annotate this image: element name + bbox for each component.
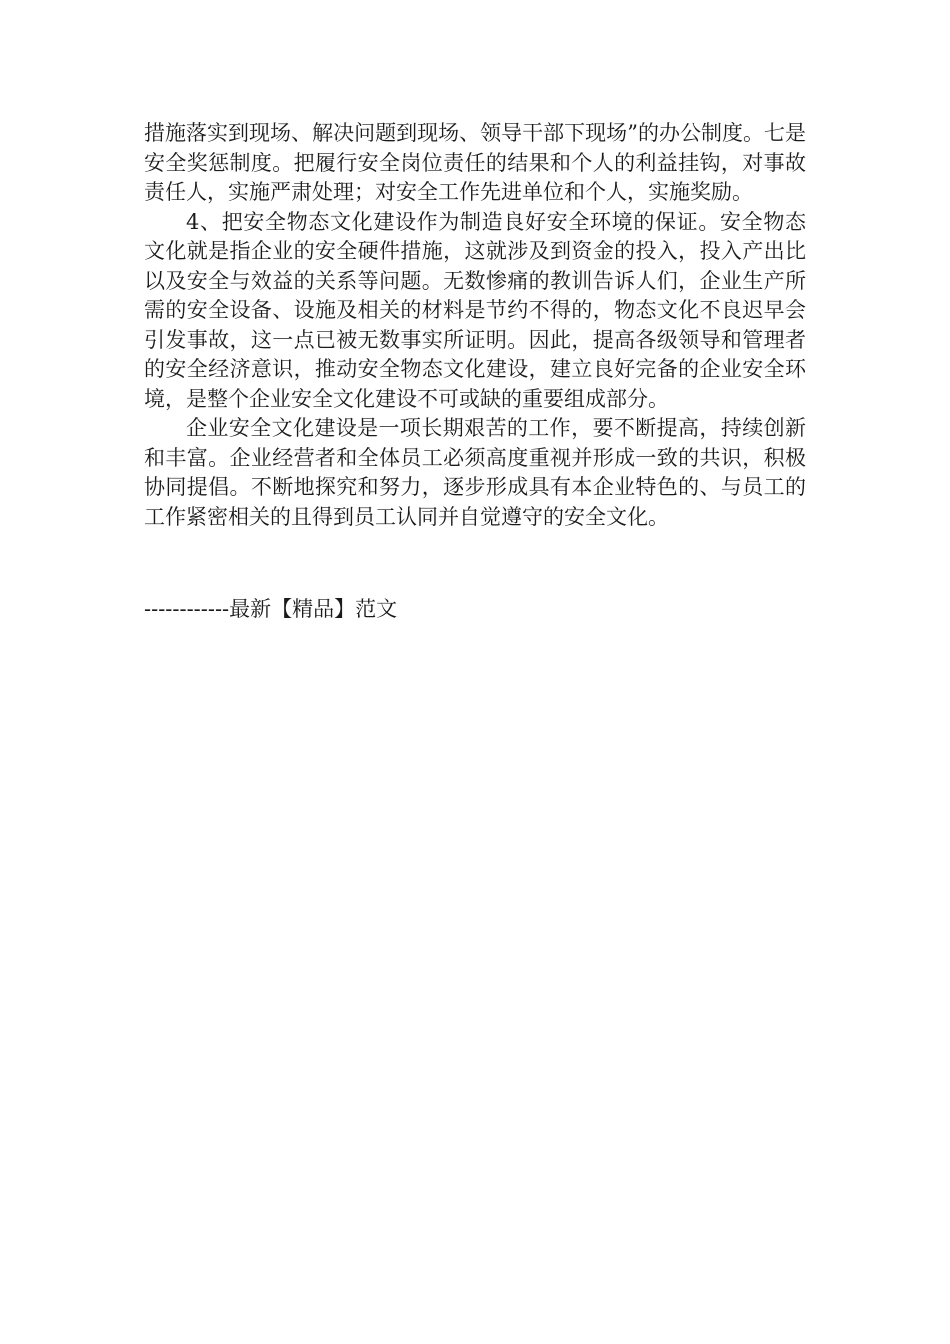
document-body (144, 119, 806, 532)
paragraph-3: 企业安全文化建设是一项长期艰苦的工作，要不断提高，持续创新和丰富。企业经营者和全体员工必须高度重视并形成一致的共识，积极协同提倡。不断地探究和努力，逐步形成具有本企业特色的、与员工的工作紧密相关的且得到员工认同并自觉遵守的安全文化。 (144, 416, 806, 529)
paragraph-2: 4、把安全物态文化建设作为制造良好安全环境的保证。安全物态文化就是指企业的安全硬件措施，这就涉及到资金的投入，投入产出比以及安全与效益的关系等问题。无数惨痛的教训告诉人们，企业生产所需的安全设备、设施及相关的材料是节约不得的，物态文化不良迟早会引发事故，这一点已被无数事实所证明。因此，提高各级领导和管理者的安全经济意识，推动安全物态文化建设，建立良好完备的企业安全环境，是整个企业安全文化建设不可或缺的重要组成部分。 (144, 209, 806, 411)
paragraph-1: 措施落实到现场、解决问题到现场、领导干部下现场”的办公制度。七是安全奖惩制度。把履行安全岗位责任的结果和个人的利益挂钩，对事故责任人，实施严肃处理；对安全工作先进单位和个人，实施奖励。 (144, 121, 806, 204)
footer-note: ------------最新【精品】范文 (144, 597, 398, 621)
